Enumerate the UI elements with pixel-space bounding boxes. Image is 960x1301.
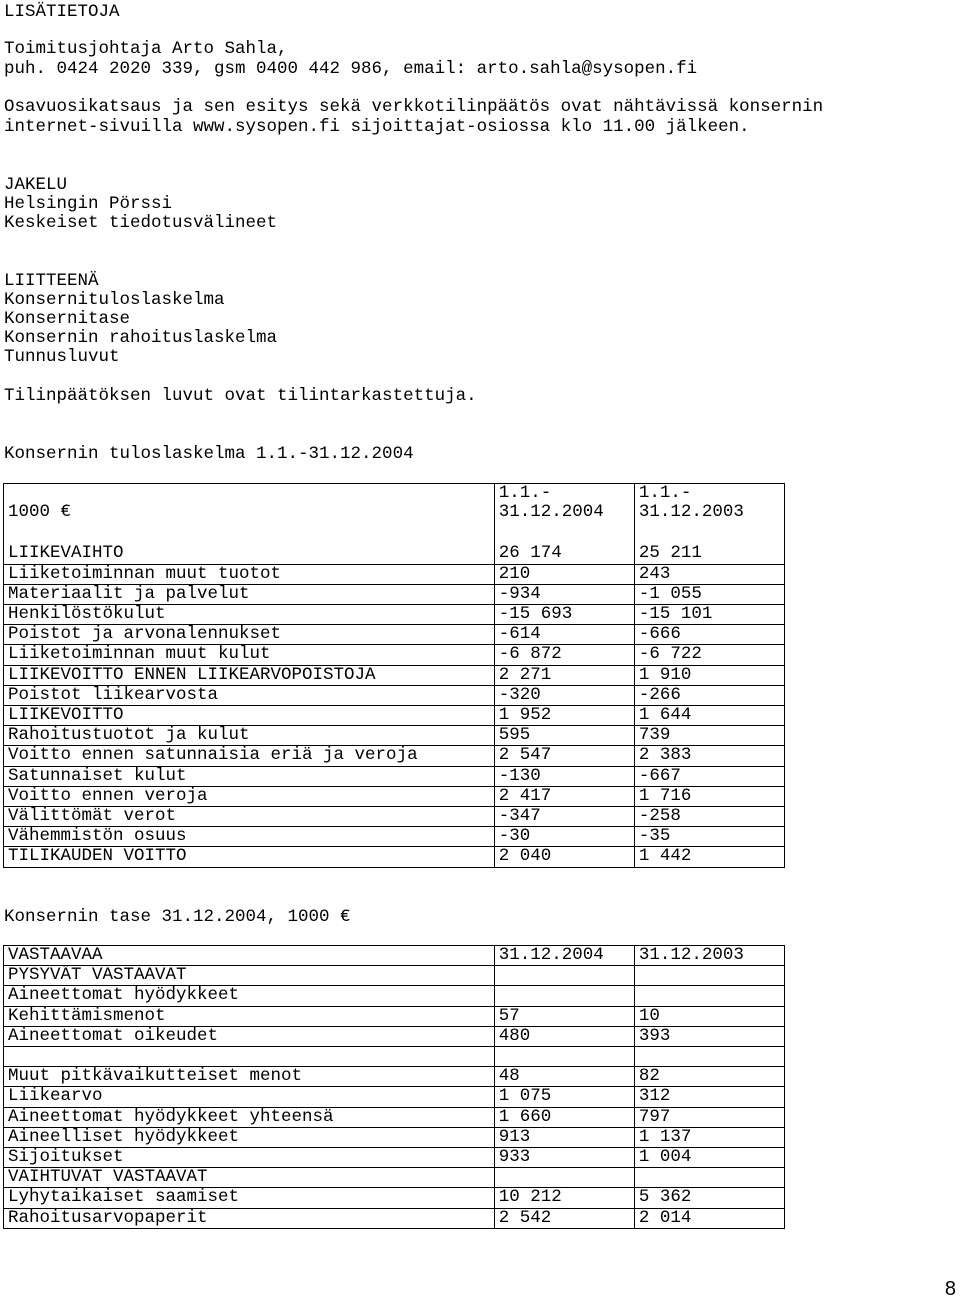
table-row [4, 665, 785, 685]
table-row [4, 946, 785, 966]
table-row [4, 1006, 785, 1026]
attachment-item: Konsernin rahoituslaskelma [4, 328, 278, 348]
table-row [4, 766, 785, 786]
row-label: TILIKAUDEN VOITTO [4, 847, 495, 867]
row-label: Satunnaiset kulut [4, 766, 495, 786]
table-row [4, 625, 785, 645]
row-label: Vähemmistön osuus [4, 827, 495, 847]
value-2003: 797 [634, 1107, 784, 1127]
row-label: Aineettomat hyödykkeet [4, 986, 495, 1006]
value-2003: 2 014 [634, 1208, 784, 1228]
table-row [4, 1047, 785, 1067]
value-2004: 10 212 [494, 1188, 634, 1208]
row-label: LIIKEVOITTO ENNEN LIIKEARVOPOISTOJA [4, 665, 495, 685]
value-2003: -15 101 [634, 605, 784, 625]
row-label: Materiaalit ja palvelut [4, 584, 495, 604]
value-2003: -6 722 [634, 645, 784, 665]
value-2004: -934 [494, 584, 634, 604]
value-2004: -320 [494, 685, 634, 705]
row-label: Välittömät verot [4, 807, 495, 827]
value-2003: -266 [634, 685, 784, 705]
row-label: Liiketoiminnan muut tuotot [4, 564, 495, 584]
value-2003: -667 [634, 766, 784, 786]
value-2004: 1 075 [494, 1087, 634, 1107]
value-2003: 31.12.2003 [634, 946, 784, 966]
value-2003: 25 211 [634, 544, 784, 564]
row-label: Liikearvo [4, 1087, 495, 1107]
distribution-item: Keskeiset tiedotusvälineet [4, 213, 278, 233]
table-row [4, 847, 785, 867]
table-row [4, 1107, 785, 1127]
value-2004: -347 [494, 807, 634, 827]
row-label: Lyhytaikaiset saamiset [4, 1188, 495, 1208]
table-row [4, 544, 785, 564]
row-label: LIIKEVAIHTO [4, 544, 495, 564]
value-2004: -6 872 [494, 645, 634, 665]
value-2004: -30 [494, 827, 634, 847]
value-2004: 2 547 [494, 746, 634, 766]
row-label: VASTAAVAA [4, 946, 495, 966]
row-label: Voitto ennen veroja [4, 786, 495, 806]
row-label [4, 1047, 495, 1067]
audit-note: Tilinpäätöksen luvut ovat tilintarkastettuja. [4, 386, 477, 406]
value-2004 [494, 966, 634, 986]
header-spacer [4, 524, 785, 544]
contact-name: Toimitusjohtaja Arto Sahla, [4, 39, 288, 59]
value-2004: 57 [494, 1006, 634, 1026]
value-2003: 1 442 [634, 847, 784, 867]
attachment-item: Tunnusluvut [4, 347, 120, 367]
income-statement-title: Konsernin tuloslaskelma 1.1.-31.12.2004 [4, 444, 414, 464]
row-label: Sijoitukset [4, 1148, 495, 1168]
value-2003: 1 137 [634, 1127, 784, 1147]
row-label: Poistot ja arvonalennukset [4, 625, 495, 645]
table-row [4, 786, 785, 806]
row-label: Aineettomat oikeudet [4, 1026, 495, 1046]
table-row [4, 827, 785, 847]
value-2003: -666 [634, 625, 784, 645]
report-availability-1: Osavuosikatsaus ja sen esitys sekä verkkotilinpäätös ovat nähtävissä konsernin [4, 97, 824, 117]
table-row [4, 1087, 785, 1107]
value-2004: -15 693 [494, 605, 634, 625]
table-row [4, 746, 785, 766]
row-label: PYSYVÄT VASTAAVAT [4, 966, 495, 986]
value-2004: 2 417 [494, 786, 634, 806]
row-label: LIIKEVOITTO [4, 706, 495, 726]
value-2004: 31.12.2004 [494, 946, 634, 966]
unit-label: 1000 € [4, 484, 495, 525]
heading-jakelu: JAKELU [4, 175, 68, 195]
table-row [4, 1127, 785, 1147]
attachment-item: Konsernituloslaskelma [4, 290, 225, 310]
balance-sheet-table [3, 945, 785, 1229]
value-2004: 913 [494, 1127, 634, 1147]
income-statement-table [3, 483, 785, 868]
row-label: Aineelliset hyödykkeet [4, 1127, 495, 1147]
value-2003: 739 [634, 726, 784, 746]
report-availability-2: internet-sivuilla www.sysopen.fi sijoittajat-osiossa klo 11.00 jälkeen. [4, 117, 750, 137]
table-row [4, 564, 785, 584]
value-2003: 82 [634, 1067, 784, 1087]
value-2003 [634, 1047, 784, 1067]
value-2003: -35 [634, 827, 784, 847]
value-2004: 480 [494, 1026, 634, 1046]
table-row [4, 605, 785, 625]
table-row [4, 1148, 785, 1168]
value-2003 [634, 1168, 784, 1188]
heading-liitteena: LIITTEENÄ [4, 271, 99, 291]
value-2003: -258 [634, 807, 784, 827]
value-2003: 5 362 [634, 1188, 784, 1208]
value-2003: -1 055 [634, 584, 784, 604]
distribution-item: Helsingin Pörssi [4, 194, 173, 214]
table-row [4, 685, 785, 705]
income-header-row [4, 484, 785, 525]
value-2004: -614 [494, 625, 634, 645]
table-row [4, 1188, 785, 1208]
row-label: Liiketoiminnan muut kulut [4, 645, 495, 665]
table-row [4, 966, 785, 986]
table-row [4, 706, 785, 726]
value-2004: -130 [494, 766, 634, 786]
row-label: VAIHTUVAT VASTAAVAT [4, 1168, 495, 1188]
heading-lisatietoja: LISÄTIETOJA [4, 2, 120, 22]
row-label: Poistot liikearvosta [4, 685, 495, 705]
table-row [4, 645, 785, 665]
value-2003: 1 644 [634, 706, 784, 726]
value-2003: 1 910 [634, 665, 784, 685]
value-2004: 1 952 [494, 706, 634, 726]
value-2004 [494, 986, 634, 1006]
row-label: Rahoitusarvopaperit [4, 1208, 495, 1228]
value-2004: 933 [494, 1148, 634, 1168]
table-row [4, 807, 785, 827]
value-2003: 2 383 [634, 746, 784, 766]
row-label: Aineettomat hyödykkeet yhteensä [4, 1107, 495, 1127]
value-2003: 393 [634, 1026, 784, 1046]
row-label: Kehittämismenot [4, 1006, 495, 1026]
value-2004: 26 174 [494, 544, 634, 564]
contact-phone: puh. 0424 2020 339, gsm 0400 442 986, email: arto.sahla@sysopen.fi [4, 59, 698, 79]
table-row [4, 726, 785, 746]
value-2004: 48 [494, 1067, 634, 1087]
value-2003 [634, 986, 784, 1006]
table-row [4, 1168, 785, 1188]
page-number: 8 [944, 1278, 956, 1300]
table-row [4, 1208, 785, 1228]
col-header-2004: 1.1.- 31.12.2004 [494, 484, 634, 525]
value-2004: 210 [494, 564, 634, 584]
value-2004: 1 660 [494, 1107, 634, 1127]
value-2003: 10 [634, 1006, 784, 1026]
col-header-2003: 1.1.- 31.12.2003 [634, 484, 784, 525]
value-2004: 2 271 [494, 665, 634, 685]
row-label: Voitto ennen satunnaisia eriä ja veroja [4, 746, 495, 766]
table-row [4, 1026, 785, 1046]
table-row [4, 1067, 785, 1087]
attachment-item: Konsernitase [4, 309, 131, 329]
value-2004: 2 040 [494, 847, 634, 867]
balance-sheet-title: Konsernin tase 31.12.2004, 1000 € [4, 907, 351, 927]
value-2003: 312 [634, 1087, 784, 1107]
value-2003 [634, 966, 784, 986]
table-row [4, 986, 785, 1006]
row-label: Muut pitkävaikutteiset menot [4, 1067, 495, 1087]
value-2003: 1 004 [634, 1148, 784, 1168]
table-row [4, 584, 785, 604]
value-2004 [494, 1168, 634, 1188]
value-2003: 1 716 [634, 786, 784, 806]
value-2004: 595 [494, 726, 634, 746]
value-2004: 2 542 [494, 1208, 634, 1228]
row-label: Henkilöstökulut [4, 605, 495, 625]
row-label: Rahoitustuotot ja kulut [4, 726, 495, 746]
value-2004 [494, 1047, 634, 1067]
value-2003: 243 [634, 564, 784, 584]
